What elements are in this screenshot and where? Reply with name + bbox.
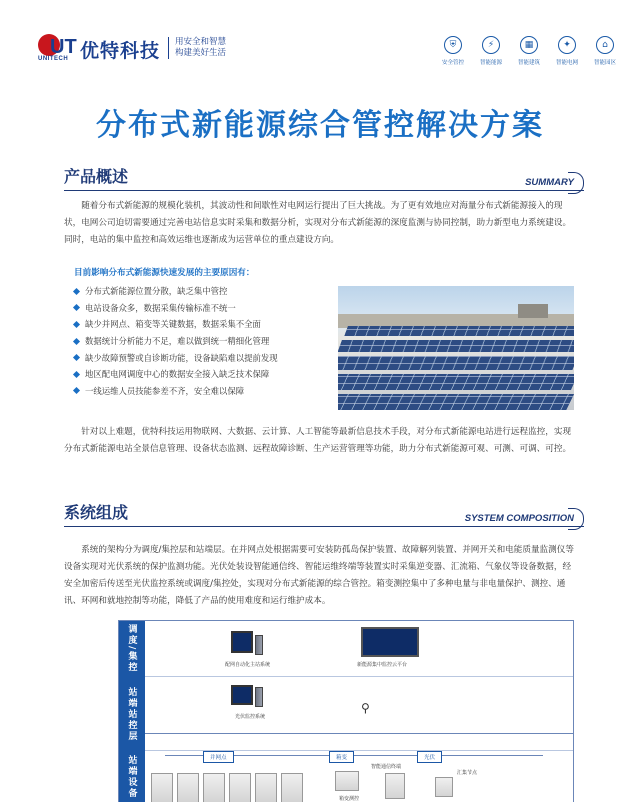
grid-icon: ✦: [558, 36, 576, 54]
cabinet-icon: [151, 773, 173, 802]
summary-paragraph: 随着分布式新能源的规模化装机，其波动性和间歇性对电网运行提出了巨大挑战。为了更有效地应对海量分布式新能源接入的现状，电网公司迫切需要通过完善电站信息实时采集和数据分析，实现对分布式新能源的深度监测与协同控制，助力新型电力系统建设。同时，电站的集中监控和高效运维也逐渐成为运营单位的重点建设方向。: [64, 201, 572, 245]
list-item: 电站设备众多，数据采集传输标准不统一: [74, 300, 344, 317]
nav-item-energy[interactable]: ⚡ 智能能源: [478, 36, 504, 66]
cabinet-icon: [177, 773, 199, 802]
brand-name: 优特科技: [80, 40, 161, 62]
layer-dispatch: 配网自动化主站系统 新能源集中监控云平台: [145, 621, 573, 677]
architecture-diagram: [118, 620, 574, 802]
nav-item-building[interactable]: ▦ 智能建筑: [516, 36, 542, 66]
reasons-title: 目前影响分布式新能源快速发展的主要原因有：: [74, 268, 255, 278]
layer-label-devices: 站端设备: [119, 751, 145, 802]
solution-paragraph: 针对以上难题，优特科技运用物联网、大数据、云计算、人工智能等最新信息技术手段，对分布式新能源电站进行远程监控，实现分布式新能源电站全景信息管理、设备状态监测、远程故障诊断、生产运营管理等功能，助力分布式新能源可观、可测、可调、可控。: [64, 427, 572, 454]
page-title: 分布式新能源综合管控解决方案: [96, 108, 544, 143]
cabinet-icon: [203, 773, 225, 802]
list-item: 一线运维人员技能参差不齐，安全难以保障: [74, 383, 344, 400]
page-header: [0, 0, 640, 80]
layer-station: 光伏监控系统 ⚲: [145, 677, 573, 751]
list-item: 分布式新能源位置分散，缺乏集中管控: [74, 283, 344, 300]
antenna-icon: ⚲: [361, 701, 370, 715]
layer-label-station: 站端站控层: [119, 677, 145, 751]
list-item: 缺少并网点、箱变等关键数据，数据采集不全面: [74, 316, 344, 333]
cabinet-icon: [281, 773, 303, 802]
monitor-icon: [361, 627, 419, 657]
company-logo[interactable]: [38, 34, 226, 63]
energy-icon: ⚡: [482, 36, 500, 54]
category-nav: [440, 36, 618, 66]
park-icon: ⌂: [596, 36, 614, 54]
solar-panels-photo: [338, 286, 574, 410]
list-item: 地区配电网调度中心的数据安全接入缺乏技术保障: [74, 366, 344, 383]
workstation-icon: [231, 631, 253, 653]
node-icon: [435, 777, 453, 797]
terminal-icon: [385, 773, 405, 799]
box-transformer-icon: [335, 771, 359, 791]
cabinet-icon: [229, 773, 251, 802]
layer-label-dispatch: 调度/集控: [119, 621, 145, 677]
slogan: 用安全和智慧 构建美好生活: [168, 37, 226, 59]
server-icon: [255, 687, 263, 707]
system-paragraph: 系统的架构分为调度/集控层和站端层。在并网点处根据需要可安装防孤岛保护装置、故障解列装置、并网开关和电能质量监测仪等设备实现对光伏系统的保护监测功能。光伏处装设智能通信终、智能运维终端等装置实时采集逆变器、汇流箱、气象仪等设备数据，经安全加密后传送至光伏监控系统或调度/集控处，实现对分布式新能源的综合管控。箱变测控集中了多种电量与非电量保护、测控、通讯、环网和就地控制等功能，降低了产品的使用难度和运行维护成本。: [64, 545, 574, 606]
building-icon: ▦: [520, 36, 538, 54]
cabinet-icon: [255, 773, 277, 802]
list-item: 数据统计分析能力不足，难以做到统一精细化管理: [74, 333, 344, 350]
nav-item-grid[interactable]: ✦ 智能电网: [554, 36, 580, 66]
nav-item-security[interactable]: ⛨ 安全管控: [440, 36, 466, 66]
workstation-icon: [231, 685, 253, 705]
list-item: 缺少故障预警或自诊断功能，设备缺陷难以提前发现: [74, 349, 344, 366]
logo-mark: UT UNITECH: [38, 36, 77, 62]
summary-heading: 产品概述 SUMMARY: [64, 164, 584, 186]
nav-item-park[interactable]: ⌂ 智能园区: [592, 36, 618, 66]
server-icon: [255, 635, 263, 655]
layer-devices: 并网点 箱变 光伏 箱变测控 智能通信终端 汇集节点: [145, 751, 573, 802]
reasons-list: [74, 266, 344, 399]
shield-icon: ⛨: [444, 36, 462, 54]
system-heading: 系统组成 SYSTEM COMPOSITION: [64, 500, 584, 522]
